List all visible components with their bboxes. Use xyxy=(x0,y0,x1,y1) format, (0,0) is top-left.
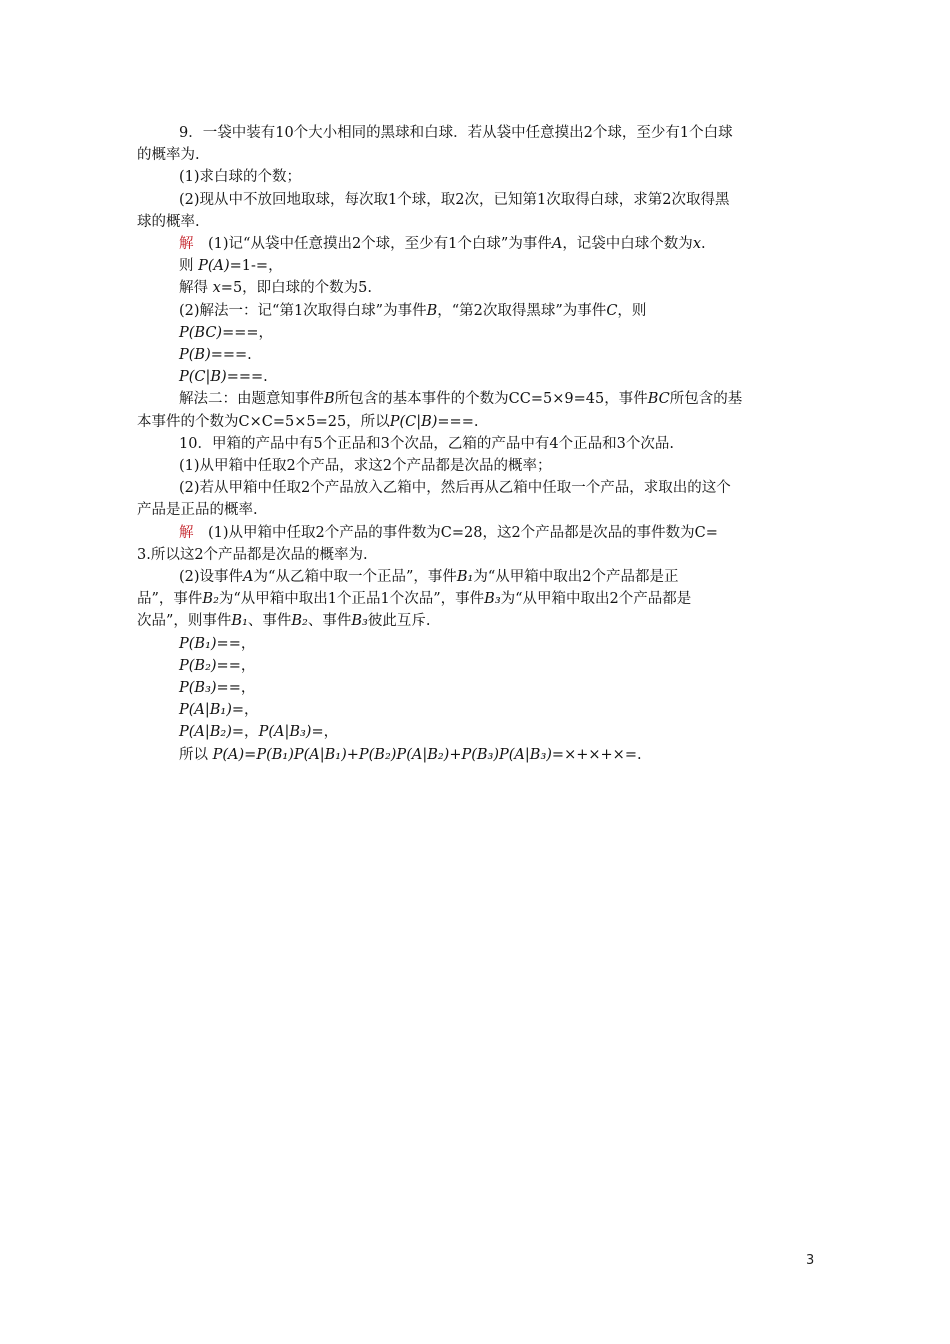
solution-10 xyxy=(137,522,817,766)
sol9-line-6: P(B)===. xyxy=(179,347,252,364)
q10-part-2-line-2: 产品是正品的概率. xyxy=(137,502,258,519)
q10-stem: 10．甲箱的产品中有5个正品和3个次品，乙箱的产品中有4个正品和3个次品. xyxy=(179,435,674,452)
sol10-line-1: 解 (1)从甲箱中任取2个产品的事件数为C=28，这2个产品都是次品的事件数为C= xyxy=(179,524,718,541)
question-10 xyxy=(137,433,817,522)
sol9-line-2: 则 P(A)=1-=， xyxy=(179,258,283,275)
sol10-line-5: 次品”，则事件B₁、事件B₂、事件B₃彼此互斥. xyxy=(137,613,431,630)
sol10-eq-3: P(B₃)==， xyxy=(179,680,256,697)
question-9 xyxy=(137,122,817,233)
q9-part-1: (1)求白球的个数； xyxy=(179,169,302,186)
q10-part-2-line-1: (2)若从甲箱中任取2个产品放入乙箱中，然后再从乙箱中任取一个产品，求取出的这个 xyxy=(179,480,731,497)
sol9-line-3: 解得 x=5，即白球的个数为5. xyxy=(179,280,373,297)
page-number: 3 xyxy=(806,1253,815,1268)
q9-part-2-line-2: 球的概率. xyxy=(137,213,200,230)
sol10-eq-2: P(B₂)==， xyxy=(179,657,256,674)
q9-part-2-line-1: (2)现从中不放回地取球，每次取1个球，取2次，已知第1次取得白球，求第2次取得黑 xyxy=(179,191,730,208)
solution-9 xyxy=(137,233,817,433)
sol10-line-4: 品”，事件B₂为“从甲箱中取出1个正品1个次品”，事件B₃为“从甲箱中取出2个产品都是 xyxy=(137,591,692,608)
solution-label: 解 xyxy=(179,236,194,253)
sol10-line-3: (2)设事件A为“从乙箱中取一个正品”，事件B₁为“从甲箱中取出2个产品都是正 xyxy=(179,569,679,586)
q9-stem-line-2: 的概率为. xyxy=(137,147,200,164)
sol9-line-8: 解法二：由题意知事件B所包含的基本事件的个数为CC=5×9=45，事件BC所包含的基 xyxy=(179,391,743,408)
q10-part-1: (1)从甲箱中任取2个产品，求这2个产品都是次品的概率； xyxy=(179,458,552,475)
sol9-line-1: 解 (1)记“从袋中任意摸出2个球，至少有1个白球”为事件A，记袋中白球个数为x. xyxy=(179,236,706,253)
sol10-eq-4: P(A|B₁)=， xyxy=(179,702,259,719)
sol9-line-4: (2)解法一：记“第1次取得白球”为事件B，“第2次取得黑球”为事件C，则 xyxy=(179,302,647,319)
sol9-line-7: P(C|B)===. xyxy=(179,369,268,386)
sol9-line-5: P(BC)===， xyxy=(179,324,274,341)
q9-stem-line-1: 9．一袋中装有10个大小相同的黑球和白球．若从袋中任意摸出2个球，至少有1个白球 xyxy=(179,125,733,141)
document-body xyxy=(137,122,817,766)
sol10-line-2: 3.所以这2个产品都是次品的概率为. xyxy=(137,546,368,563)
solution-label: 解 xyxy=(179,524,194,541)
sol10-eq-1: P(B₁)==， xyxy=(179,635,256,652)
sol10-eq-5: P(A|B₂)=，P(A|B₃)=， xyxy=(179,724,339,741)
sol10-final: 所以 P(A)=P(B₁)P(A|B₁)+P(B₂)P(A|B₂)+P(B₃)P(A|B₃)=×+×+×=. xyxy=(179,746,642,763)
sol9-line-9: 本事件的个数为C×C=5×5=25，所以P(C|B)===. xyxy=(137,413,479,430)
